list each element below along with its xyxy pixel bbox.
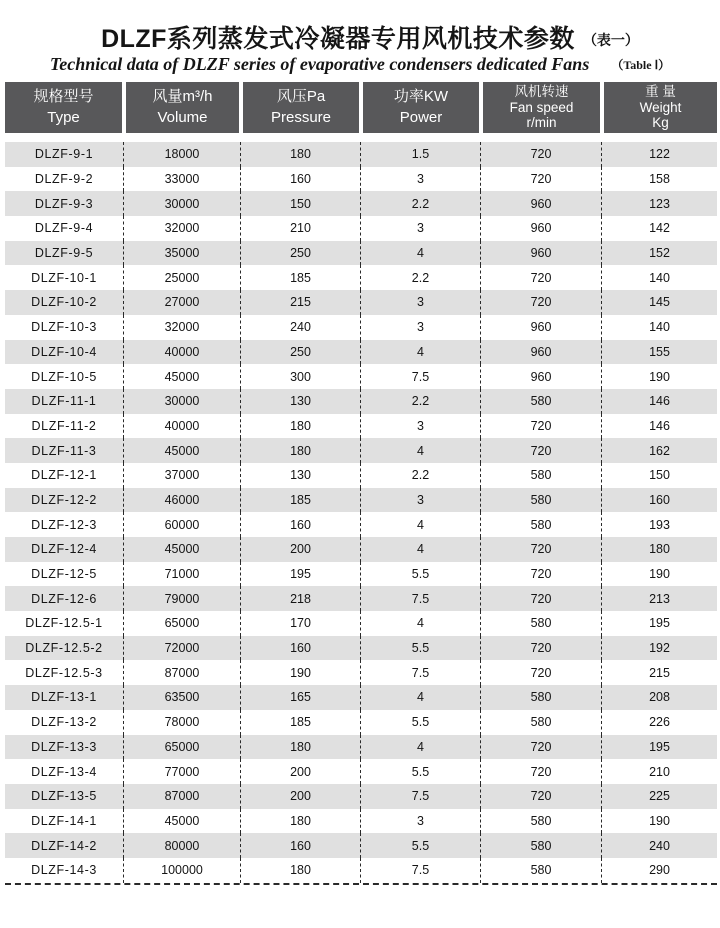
cell-weight: 180 [649, 542, 670, 557]
cell-weight: 208 [649, 690, 670, 705]
cell-type: DLZF-12-1 [5, 463, 124, 488]
cell-volume: 63500 [124, 685, 241, 710]
cell-weight: 122 [649, 147, 670, 162]
cell-volume: 79000 [124, 586, 241, 611]
cell-fan-speed: 580 [481, 389, 602, 414]
cell-fan-speed: 720 [481, 167, 602, 192]
table-row [5, 315, 717, 340]
table-row [5, 364, 717, 389]
cell-fan-speed: 960 [481, 315, 602, 340]
cell-pressure: 240 [241, 315, 361, 340]
cell-pressure: 160 [241, 512, 361, 537]
column-header-type [5, 82, 124, 133]
cell-weight: 123 [649, 196, 670, 211]
cell-fan-speed: 580 [481, 833, 602, 858]
cell-volume: 60000 [124, 512, 241, 537]
cell-pressure: 215 [241, 290, 361, 315]
cell-volume: 71000 [124, 562, 241, 587]
cell-type: DLZF-11-2 [5, 414, 124, 439]
cell-pressure: 210 [241, 216, 361, 241]
cell-volume: 32000 [124, 216, 241, 241]
cell-type: DLZF-13-2 [5, 710, 124, 735]
column-header-power [361, 82, 481, 133]
cell-type: DLZF-11-1 [5, 389, 124, 414]
cell-weight: 140 [649, 270, 670, 285]
cell-type: DLZF-13-3 [5, 735, 124, 760]
header-label-line: 风量m³/h [152, 88, 213, 106]
cell-type: DLZF-14-2 [5, 833, 124, 858]
cell-weight: 190 [649, 369, 670, 384]
cell-fan-speed: 720 [481, 586, 602, 611]
cell-type: DLZF-10-3 [5, 315, 124, 340]
cell-volume: 25000 [124, 265, 241, 290]
header-label-line: Kg [652, 115, 669, 131]
cell-pressure: 160 [241, 833, 361, 858]
cell-power: 5.5 [361, 710, 481, 735]
table-row [5, 512, 717, 537]
cell-weight: 195 [649, 739, 670, 754]
cell-fan-speed: 720 [481, 562, 602, 587]
cell-fan-speed: 720 [481, 636, 602, 661]
cell-type: DLZF-13-4 [5, 759, 124, 784]
column-header-label-volume [126, 82, 239, 133]
cell-power: 5.5 [361, 636, 481, 661]
table-row [5, 784, 717, 809]
cell-pressure: 190 [241, 660, 361, 685]
cell-power: 3 [361, 809, 481, 834]
cell-pressure: 185 [241, 710, 361, 735]
table-row [5, 735, 717, 760]
fan-specs-table [5, 82, 717, 885]
page-subtitle-table-number: （Table Ⅰ） [611, 58, 671, 72]
cell-type: DLZF-9-5 [5, 241, 124, 266]
cell-power: 3 [361, 414, 481, 439]
cell-volume: 65000 [124, 611, 241, 636]
cell-volume: 72000 [124, 636, 241, 661]
cell-power: 4 [361, 241, 481, 266]
cell-type: DLZF-9-3 [5, 191, 124, 216]
column-header-label-fan-speed [483, 82, 600, 133]
cell-pressure: 250 [241, 340, 361, 365]
header-label-line: 风机转速 [514, 83, 569, 99]
table-row [5, 167, 717, 192]
cell-fan-speed: 960 [481, 364, 602, 389]
cell-type: DLZF-11-3 [5, 438, 124, 463]
cell-weight: 290 [649, 863, 670, 878]
table-row [5, 191, 717, 216]
table-row [5, 537, 717, 562]
table-row [5, 340, 717, 365]
cell-pressure: 180 [241, 809, 361, 834]
cell-power: 5.5 [361, 562, 481, 587]
cell-fan-speed: 960 [481, 216, 602, 241]
cell-volume: 30000 [124, 191, 241, 216]
cell-pressure: 130 [241, 463, 361, 488]
cell-volume: 32000 [124, 315, 241, 340]
cell-power: 4 [361, 438, 481, 463]
cell-type: DLZF-12-4 [5, 537, 124, 562]
cell-volume: 100000 [124, 858, 241, 883]
table-row [5, 389, 717, 414]
table-row [5, 562, 717, 587]
cell-fan-speed: 720 [481, 735, 602, 760]
cell-fan-speed: 960 [481, 191, 602, 216]
cell-volume: 87000 [124, 660, 241, 685]
cell-fan-speed: 720 [481, 784, 602, 809]
cell-type: DLZF-10-5 [5, 364, 124, 389]
cell-pressure: 130 [241, 389, 361, 414]
cell-fan-speed: 720 [481, 759, 602, 784]
table-row [5, 438, 717, 463]
column-header-label-pressure [243, 82, 359, 133]
table-row [5, 142, 717, 167]
table-row [5, 265, 717, 290]
column-header-fan-speed [481, 82, 602, 133]
cell-pressure: 200 [241, 537, 361, 562]
cell-weight: 210 [649, 764, 670, 779]
table-row [5, 759, 717, 784]
table-row [5, 809, 717, 834]
cell-type: DLZF-10-4 [5, 340, 124, 365]
table-row [5, 216, 717, 241]
cell-power: 1.5 [361, 142, 481, 167]
cell-fan-speed: 720 [481, 414, 602, 439]
cell-volume: 33000 [124, 167, 241, 192]
page-title: DLZF系列蒸发式冷凝器专用风机技术参数 [101, 24, 575, 53]
cell-type: DLZF-13-5 [5, 784, 124, 809]
cell-weight: 193 [649, 517, 670, 532]
cell-volume: 77000 [124, 759, 241, 784]
cell-volume: 45000 [124, 364, 241, 389]
cell-pressure: 180 [241, 142, 361, 167]
cell-pressure: 218 [241, 586, 361, 611]
header-label-line: 重 量 [645, 83, 676, 99]
cell-volume: 45000 [124, 438, 241, 463]
cell-power: 5.5 [361, 833, 481, 858]
cell-volume: 46000 [124, 488, 241, 513]
cell-weight: 152 [649, 246, 670, 261]
cell-power: 2.2 [361, 191, 481, 216]
cell-pressure: 200 [241, 784, 361, 809]
cell-power: 5.5 [361, 759, 481, 784]
cell-power: 3 [361, 290, 481, 315]
table-header-row [5, 82, 717, 133]
column-header-label-type [5, 82, 122, 133]
cell-type: DLZF-10-2 [5, 290, 124, 315]
cell-type: DLZF-9-1 [5, 142, 124, 167]
cell-type: DLZF-12-5 [5, 562, 124, 587]
header-label-line: Weight [639, 99, 682, 115]
cell-volume: 45000 [124, 537, 241, 562]
cell-weight: 146 [649, 394, 670, 409]
cell-pressure: 180 [241, 438, 361, 463]
cell-pressure: 200 [241, 759, 361, 784]
table-row [5, 858, 717, 883]
cell-weight: 226 [649, 715, 670, 730]
header-label-line: Type [47, 108, 80, 126]
table-row [5, 685, 717, 710]
cell-pressure: 150 [241, 191, 361, 216]
cell-pressure: 170 [241, 611, 361, 636]
cell-fan-speed: 580 [481, 488, 602, 513]
cell-power: 4 [361, 685, 481, 710]
column-header-label-power [363, 82, 479, 133]
cell-fan-speed: 960 [481, 241, 602, 266]
cell-power: 3 [361, 167, 481, 192]
header-label-line: Pressure [270, 108, 332, 126]
page-title-row [0, 24, 720, 52]
cell-power: 7.5 [361, 858, 481, 883]
cell-power: 4 [361, 735, 481, 760]
table-row [5, 660, 717, 685]
table-row [5, 290, 717, 315]
header-label-line: Volume [157, 108, 208, 126]
cell-type: DLZF-14-1 [5, 809, 124, 834]
cell-fan-speed: 720 [481, 265, 602, 290]
header-label-line: 功率KW [393, 88, 449, 106]
cell-pressure: 160 [241, 167, 361, 192]
cell-volume: 40000 [124, 340, 241, 365]
cell-pressure: 180 [241, 858, 361, 883]
header-label-line: 风压Pa [276, 88, 326, 106]
cell-power: 3 [361, 315, 481, 340]
table-row [5, 586, 717, 611]
cell-power: 4 [361, 340, 481, 365]
cell-pressure: 195 [241, 562, 361, 587]
cell-weight: 142 [649, 221, 670, 236]
cell-power: 7.5 [361, 364, 481, 389]
cell-fan-speed: 960 [481, 340, 602, 365]
cell-fan-speed: 580 [481, 858, 602, 883]
cell-volume: 65000 [124, 735, 241, 760]
cell-pressure: 180 [241, 735, 361, 760]
cell-weight: 215 [649, 665, 670, 680]
table-row [5, 833, 717, 858]
cell-weight: 190 [649, 813, 670, 828]
table-row [5, 488, 717, 513]
cell-weight: 146 [649, 418, 670, 433]
cell-fan-speed: 720 [481, 290, 602, 315]
cell-type: DLZF-12-3 [5, 512, 124, 537]
cell-power: 2.2 [361, 463, 481, 488]
cell-fan-speed: 580 [481, 685, 602, 710]
cell-weight: 190 [649, 567, 670, 582]
table-row [5, 710, 717, 735]
cell-pressure: 165 [241, 685, 361, 710]
cell-volume: 45000 [124, 809, 241, 834]
cell-fan-speed: 580 [481, 611, 602, 636]
table-row [5, 414, 717, 439]
page-title-table-number: （表一） [582, 32, 639, 48]
cell-fan-speed: 720 [481, 438, 602, 463]
cell-weight: 195 [649, 616, 670, 631]
cell-type: DLZF-12-2 [5, 488, 124, 513]
cell-weight: 150 [649, 468, 670, 483]
cell-fan-speed: 720 [481, 660, 602, 685]
cell-fan-speed: 720 [481, 537, 602, 562]
cell-pressure: 300 [241, 364, 361, 389]
column-header-pressure [241, 82, 361, 133]
cell-power: 4 [361, 512, 481, 537]
cell-weight: 225 [649, 789, 670, 804]
cell-fan-speed: 580 [481, 710, 602, 735]
table-row [5, 241, 717, 266]
page-subtitle: Technical data of DLZF series of evaporative condensers dedicated Fans [49, 54, 590, 74]
cell-volume: 78000 [124, 710, 241, 735]
catalog-page [0, 24, 720, 928]
cell-type: DLZF-9-2 [5, 167, 124, 192]
cell-pressure: 160 [241, 636, 361, 661]
cell-power: 4 [361, 611, 481, 636]
table-row [5, 463, 717, 488]
cell-type: DLZF-12.5-1 [5, 611, 124, 636]
cell-weight: 240 [649, 838, 670, 853]
cell-volume: 40000 [124, 414, 241, 439]
header-label-line: Power [399, 108, 443, 126]
cell-type: DLZF-12.5-2 [5, 636, 124, 661]
cell-pressure: 185 [241, 488, 361, 513]
cell-power: 7.5 [361, 660, 481, 685]
cell-pressure: 250 [241, 241, 361, 266]
cell-type: DLZF-10-1 [5, 265, 124, 290]
cell-power: 2.2 [361, 389, 481, 414]
header-label-line: Fan speed [509, 99, 574, 115]
cell-volume: 37000 [124, 463, 241, 488]
cell-type: DLZF-12.5-3 [5, 660, 124, 685]
table-row [5, 611, 717, 636]
cell-weight: 213 [649, 591, 670, 606]
cell-weight: 158 [649, 172, 670, 187]
cell-weight: 192 [649, 641, 670, 656]
cell-weight: 155 [649, 344, 670, 359]
cell-power: 4 [361, 537, 481, 562]
cell-weight: 160 [649, 492, 670, 507]
cell-weight: 140 [649, 320, 670, 335]
header-label-line: 规格型号 [33, 88, 94, 106]
cell-volume: 30000 [124, 389, 241, 414]
cell-volume: 18000 [124, 142, 241, 167]
page-subtitle-row [0, 55, 720, 75]
cell-power: 3 [361, 216, 481, 241]
column-header-label-weight [604, 82, 717, 133]
cell-type: DLZF-14-3 [5, 858, 124, 883]
cell-power: 7.5 [361, 586, 481, 611]
cell-pressure: 180 [241, 414, 361, 439]
header-label-line: r/min [526, 115, 557, 131]
cell-type: DLZF-13-1 [5, 685, 124, 710]
cell-pressure: 185 [241, 265, 361, 290]
cell-volume: 27000 [124, 290, 241, 315]
column-header-weight [602, 82, 717, 133]
cell-type: DLZF-12-6 [5, 586, 124, 611]
table-body [5, 142, 717, 885]
cell-fan-speed: 580 [481, 463, 602, 488]
cell-volume: 80000 [124, 833, 241, 858]
cell-weight: 145 [649, 295, 670, 310]
cell-volume: 35000 [124, 241, 241, 266]
cell-power: 7.5 [361, 784, 481, 809]
cell-weight: 162 [649, 443, 670, 458]
cell-fan-speed: 580 [481, 809, 602, 834]
cell-fan-speed: 580 [481, 512, 602, 537]
cell-power: 2.2 [361, 265, 481, 290]
cell-type: DLZF-9-4 [5, 216, 124, 241]
column-header-volume [124, 82, 241, 133]
cell-fan-speed: 720 [481, 142, 602, 167]
cell-power: 3 [361, 488, 481, 513]
cell-volume: 87000 [124, 784, 241, 809]
table-row [5, 636, 717, 661]
